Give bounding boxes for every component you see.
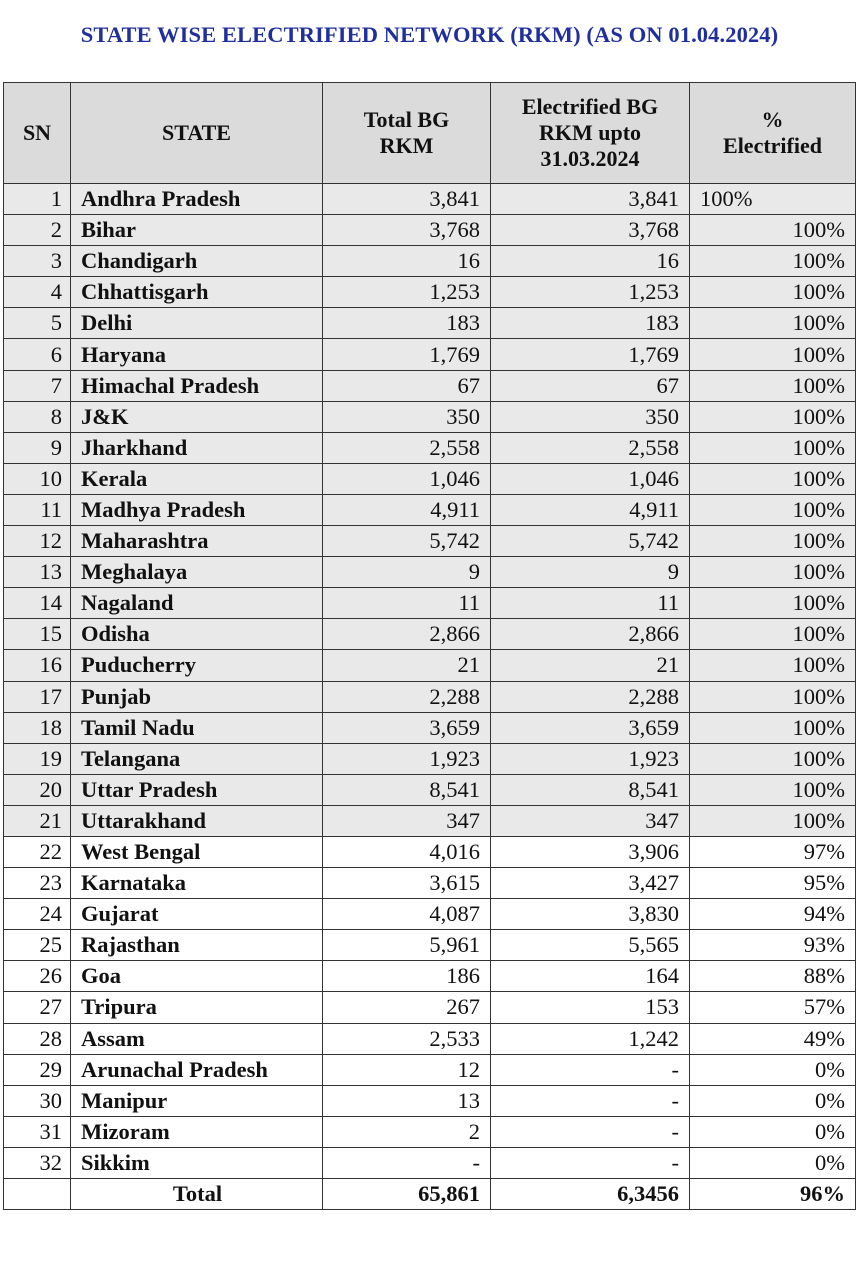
cell-total-rkm: 347 (323, 805, 491, 836)
table-row (4, 619, 856, 650)
table-row (4, 1085, 856, 1116)
cell-electrified-rkm: 67 (491, 370, 690, 401)
cell-total-rkm: 8,541 (323, 774, 491, 805)
cell-electrified-rkm: 347 (491, 805, 690, 836)
table-row (4, 588, 856, 619)
cell-sn: 27 (4, 992, 71, 1023)
cell-electrified-rkm: - (491, 1054, 690, 1085)
cell-electrified-rkm: - (491, 1147, 690, 1178)
table-row (4, 899, 856, 930)
table-row (4, 868, 856, 899)
cell-pct-electrified: 95% (690, 868, 856, 899)
cell-electrified-rkm: 9 (491, 557, 690, 588)
cell-sn: 25 (4, 930, 71, 961)
cell-state: Uttarakhand (71, 805, 323, 836)
table-row (4, 463, 856, 494)
cell-pct-electrified: 100% (690, 557, 856, 588)
cell-pct-electrified: 100% (690, 681, 856, 712)
cell-sn: 5 (4, 308, 71, 339)
cell-sn: 7 (4, 370, 71, 401)
cell-total-rkm: 2,288 (323, 681, 491, 712)
total-rkm: 65,861 (323, 1179, 491, 1210)
cell-sn: 3 (4, 246, 71, 277)
cell-total-rkm: 1,923 (323, 743, 491, 774)
cell-state: Punjab (71, 681, 323, 712)
table-row (4, 246, 856, 277)
cell-pct-electrified: 100% (690, 526, 856, 557)
cell-electrified-rkm: 11 (491, 588, 690, 619)
table-row (4, 930, 856, 961)
cell-state: Sikkim (71, 1147, 323, 1178)
cell-total-rkm: 21 (323, 650, 491, 681)
cell-total-rkm: 2,558 (323, 432, 491, 463)
table-row (4, 712, 856, 743)
table-row (4, 774, 856, 805)
cell-pct-electrified: 100% (690, 401, 856, 432)
header-elec-line3: 31.03.2024 (540, 146, 640, 171)
cell-total-rkm: 67 (323, 370, 491, 401)
table-row (4, 1147, 856, 1178)
cell-pct-electrified: 88% (690, 961, 856, 992)
cell-sn: 4 (4, 277, 71, 308)
header-electrified-bg-rkm (491, 83, 690, 184)
cell-sn: 20 (4, 774, 71, 805)
electrification-table (3, 82, 856, 1210)
cell-electrified-rkm: 16 (491, 246, 690, 277)
cell-pct-electrified: 100% (690, 370, 856, 401)
cell-total-rkm: 3,768 (323, 215, 491, 246)
cell-total-rkm: 1,046 (323, 463, 491, 494)
cell-electrified-rkm: 1,923 (491, 743, 690, 774)
cell-pct-electrified: 94% (690, 899, 856, 930)
cell-pct-electrified: 100% (690, 339, 856, 370)
cell-total-rkm: 9 (323, 557, 491, 588)
cell-total-rkm: 4,911 (323, 494, 491, 525)
cell-total-rkm: 183 (323, 308, 491, 339)
cell-state: Rajasthan (71, 930, 323, 961)
header-total-line1: Total BG (363, 107, 450, 132)
cell-pct-electrified: 100% (690, 650, 856, 681)
cell-sn: 10 (4, 463, 71, 494)
total-pct-electrified: 96% (690, 1179, 856, 1210)
cell-sn: 8 (4, 401, 71, 432)
cell-state: West Bengal (71, 836, 323, 867)
cell-sn: 9 (4, 432, 71, 463)
cell-state: Tripura (71, 992, 323, 1023)
table-row (4, 432, 856, 463)
cell-state: Chandigarh (71, 246, 323, 277)
page-title: STATE WISE ELECTRIFIED NETWORK (RKM) (AS ON 01.04.2024) (80, 22, 779, 47)
cell-sn: 12 (4, 526, 71, 557)
cell-sn: 23 (4, 868, 71, 899)
cell-sn: 31 (4, 1116, 71, 1147)
cell-electrified-rkm: 350 (491, 401, 690, 432)
cell-sn: 1 (4, 184, 71, 215)
cell-total-rkm: - (323, 1147, 491, 1178)
cell-pct-electrified: 93% (690, 930, 856, 961)
cell-electrified-rkm: 3,427 (491, 868, 690, 899)
cell-sn: 32 (4, 1147, 71, 1178)
total-row (4, 1179, 856, 1210)
cell-total-rkm: 13 (323, 1085, 491, 1116)
cell-sn: 30 (4, 1085, 71, 1116)
table-header-row (4, 83, 856, 184)
cell-sn: 13 (4, 557, 71, 588)
cell-sn: 11 (4, 494, 71, 525)
header-elec-line2: RKM upto (538, 120, 642, 145)
cell-pct-electrified: 100% (690, 774, 856, 805)
total-label: Total (71, 1179, 323, 1210)
table-row (4, 992, 856, 1023)
cell-total-rkm: 186 (323, 961, 491, 992)
cell-state: Himachal Pradesh (71, 370, 323, 401)
cell-total-rkm: 16 (323, 246, 491, 277)
cell-total-rkm: 2,533 (323, 1023, 491, 1054)
cell-electrified-rkm: 3,841 (491, 184, 690, 215)
table-row (4, 1023, 856, 1054)
cell-pct-electrified: 100% (690, 619, 856, 650)
table-row (4, 215, 856, 246)
table-row (4, 743, 856, 774)
cell-pct-electrified: 100% (690, 494, 856, 525)
cell-electrified-rkm: 3,830 (491, 899, 690, 930)
table-row (4, 339, 856, 370)
table-row (4, 526, 856, 557)
cell-sn: 22 (4, 836, 71, 867)
cell-state: Uttar Pradesh (71, 774, 323, 805)
cell-total-rkm: 3,841 (323, 184, 491, 215)
cell-pct-electrified: 100% (690, 743, 856, 774)
cell-electrified-rkm: 1,242 (491, 1023, 690, 1054)
table-row (4, 401, 856, 432)
cell-total-rkm: 3,659 (323, 712, 491, 743)
cell-sn: 15 (4, 619, 71, 650)
cell-pct-electrified: 0% (690, 1054, 856, 1085)
cell-electrified-rkm: 8,541 (491, 774, 690, 805)
cell-electrified-rkm: 164 (491, 961, 690, 992)
cell-sn: 18 (4, 712, 71, 743)
cell-electrified-rkm: - (491, 1085, 690, 1116)
cell-state: Madhya Pradesh (71, 494, 323, 525)
header-state: STATE (71, 83, 323, 184)
cell-total-rkm: 1,769 (323, 339, 491, 370)
cell-electrified-rkm: 183 (491, 308, 690, 339)
cell-electrified-rkm: 21 (491, 650, 690, 681)
cell-total-rkm: 12 (323, 1054, 491, 1085)
cell-state: Bihar (71, 215, 323, 246)
table-row (4, 836, 856, 867)
table-row (4, 184, 856, 215)
header-sn: SN (4, 83, 71, 184)
table-row (4, 557, 856, 588)
cell-sn: 16 (4, 650, 71, 681)
cell-sn: 28 (4, 1023, 71, 1054)
cell-pct-electrified: 97% (690, 836, 856, 867)
cell-pct-electrified: 57% (690, 992, 856, 1023)
cell-state: Jharkhand (71, 432, 323, 463)
cell-pct-electrified: 100% (690, 712, 856, 743)
cell-total-rkm: 4,087 (323, 899, 491, 930)
cell-pct-electrified: 100% (690, 215, 856, 246)
cell-electrified-rkm: 3,768 (491, 215, 690, 246)
cell-pct-electrified: 49% (690, 1023, 856, 1054)
cell-electrified-rkm: 153 (491, 992, 690, 1023)
cell-total-rkm: 3,615 (323, 868, 491, 899)
cell-state: Karnataka (71, 868, 323, 899)
cell-pct-electrified: 100% (690, 246, 856, 277)
cell-total-rkm: 267 (323, 992, 491, 1023)
cell-pct-electrified: 100% (690, 432, 856, 463)
cell-electrified-rkm: 2,866 (491, 619, 690, 650)
cell-state: Nagaland (71, 588, 323, 619)
header-pct-electrified (690, 83, 856, 184)
cell-state: Assam (71, 1023, 323, 1054)
cell-sn: 26 (4, 961, 71, 992)
cell-total-rkm: 2 (323, 1116, 491, 1147)
cell-total-rkm: 5,961 (323, 930, 491, 961)
table-row (4, 1054, 856, 1085)
cell-electrified-rkm: 1,046 (491, 463, 690, 494)
cell-total-rkm: 11 (323, 588, 491, 619)
cell-pct-electrified: 0% (690, 1085, 856, 1116)
header-total-line2: RKM (379, 133, 434, 158)
cell-state: Goa (71, 961, 323, 992)
cell-electrified-rkm: 2,288 (491, 681, 690, 712)
table-row (4, 1116, 856, 1147)
cell-pct-electrified: 0% (690, 1147, 856, 1178)
table-row (4, 277, 856, 308)
cell-state: J&K (71, 401, 323, 432)
cell-electrified-rkm: 3,906 (491, 836, 690, 867)
cell-electrified-rkm: 1,769 (491, 339, 690, 370)
cell-electrified-rkm: 5,742 (491, 526, 690, 557)
cell-sn: 24 (4, 899, 71, 930)
header-total-bg-rkm (323, 83, 491, 184)
total-electrified-rkm: 6,3456 (491, 1179, 690, 1210)
cell-pct-electrified: 100% (690, 184, 856, 215)
cell-sn: 19 (4, 743, 71, 774)
cell-state: Telangana (71, 743, 323, 774)
cell-state: Haryana (71, 339, 323, 370)
cell-pct-electrified: 100% (690, 463, 856, 494)
cell-electrified-rkm: 2,558 (491, 432, 690, 463)
cell-state: Maharashtra (71, 526, 323, 557)
cell-state: Andhra Pradesh (71, 184, 323, 215)
cell-total-rkm: 5,742 (323, 526, 491, 557)
cell-pct-electrified: 100% (690, 805, 856, 836)
cell-sn: 14 (4, 588, 71, 619)
cell-state: Puducherry (71, 650, 323, 681)
header-pct-line2: Electrified (723, 133, 822, 158)
cell-state: Mizoram (71, 1116, 323, 1147)
table-row (4, 370, 856, 401)
table-row (4, 308, 856, 339)
cell-electrified-rkm: 4,911 (491, 494, 690, 525)
cell-electrified-rkm: 3,659 (491, 712, 690, 743)
cell-state: Chhattisgarh (71, 277, 323, 308)
cell-sn: 21 (4, 805, 71, 836)
cell-pct-electrified: 0% (690, 1116, 856, 1147)
table-row (4, 681, 856, 712)
table-body (4, 184, 856, 1210)
cell-pct-electrified: 100% (690, 308, 856, 339)
cell-state: Arunachal Pradesh (71, 1054, 323, 1085)
cell-state: Odisha (71, 619, 323, 650)
cell-sn: 29 (4, 1054, 71, 1085)
cell-electrified-rkm: 5,565 (491, 930, 690, 961)
cell-pct-electrified: 100% (690, 588, 856, 619)
table-row (4, 650, 856, 681)
cell-sn: 17 (4, 681, 71, 712)
table-row (4, 494, 856, 525)
cell-sn-empty (4, 1179, 71, 1210)
header-elec-line1: Electrified BG (521, 94, 659, 119)
cell-total-rkm: 1,253 (323, 277, 491, 308)
table-row (4, 961, 856, 992)
cell-state: Meghalaya (71, 557, 323, 588)
cell-state: Tamil Nadu (71, 712, 323, 743)
table-row (4, 805, 856, 836)
cell-sn: 2 (4, 215, 71, 246)
cell-state: Gujarat (71, 899, 323, 930)
cell-total-rkm: 4,016 (323, 836, 491, 867)
cell-electrified-rkm: - (491, 1116, 690, 1147)
cell-state: Manipur (71, 1085, 323, 1116)
cell-sn: 6 (4, 339, 71, 370)
cell-total-rkm: 350 (323, 401, 491, 432)
cell-electrified-rkm: 1,253 (491, 277, 690, 308)
cell-pct-electrified: 100% (690, 277, 856, 308)
header-pct-line1: % (761, 107, 784, 132)
cell-state: Delhi (71, 308, 323, 339)
cell-total-rkm: 2,866 (323, 619, 491, 650)
cell-state: Kerala (71, 463, 323, 494)
